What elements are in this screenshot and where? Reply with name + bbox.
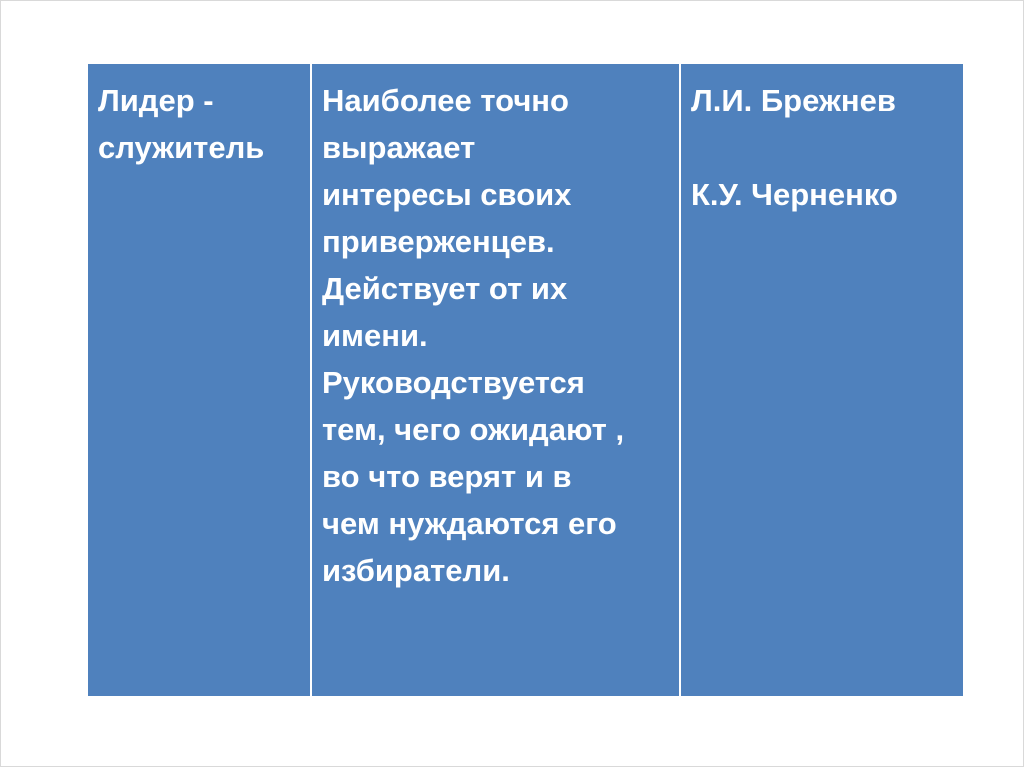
cell-text-line: служитель [98, 130, 265, 165]
example-name-chernenko: К.У. Черненко [691, 177, 898, 212]
cell-text-line: выражает [322, 130, 476, 165]
table-cell-description [312, 64, 679, 696]
cell-text-line: Лидер - [98, 83, 214, 118]
cell-text-line: Наиболее точно [322, 83, 569, 118]
table-cell-leader-type [88, 64, 310, 696]
cell-text-line: приверженцев. [322, 224, 555, 259]
line-spacer [691, 124, 953, 171]
example-name-brezhnev: Л.И. Брежнев [691, 83, 896, 118]
cell-text-line: тем, чего ожидают , [322, 412, 625, 447]
cell-text-line: Руководствуется [322, 365, 585, 400]
cell-text-line: чем нуждаются его [322, 506, 617, 541]
cell-text-line: избиратели. [322, 553, 510, 588]
cell-text-line: интересы своих [322, 177, 572, 212]
table-cell-examples [681, 64, 963, 696]
cell-text-line: во что верят и в [322, 459, 572, 494]
cell-text-line: Действует от их [322, 271, 568, 306]
cell-text-line: имени. [322, 318, 428, 353]
leader-type-table [88, 64, 963, 696]
